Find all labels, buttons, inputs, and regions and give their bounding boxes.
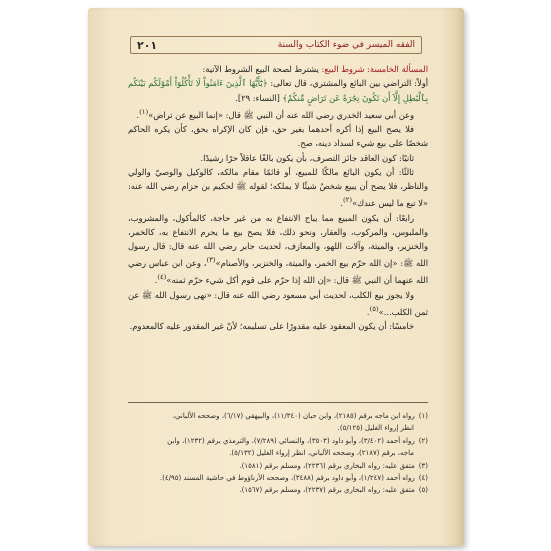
footnote-item xyxy=(128,484,428,496)
condition-1-lead: أولاً: التراضي بين البائع والمشتري، قال تعالى: xyxy=(267,78,429,89)
footnote-ref[interactable]: (٤) xyxy=(157,273,167,282)
footnote-continuation xyxy=(128,422,428,434)
section-intro: يشترط لصحة البيع الشروط الآتية: xyxy=(202,64,322,74)
paragraph-9: خامسًا: أن يكون المعقود عليه مقدورًا على تسليمه؛ لأنّ غير المقدور عليه كالمعدوم. xyxy=(129,320,414,331)
condition-3-text: ثالثًا: أن يكون البائع مالكًا للمبيع، أو قائمًا مقام مالكه، كالوكيل والوصيّ والولي والناظر، فلا يصح أن يبيع شخصٌ شيئًا لا يملكه؛ لقوله ﷺ لحكيم بن حزام رضي الله عنه: «لا تبع ما ليس عندك» xyxy=(128,166,428,209)
footnote-ref[interactable]: (٢) xyxy=(342,196,353,205)
footnote-number: (٢) xyxy=(418,436,428,445)
paragraph-6 xyxy=(128,165,428,211)
footnote-text: رواه أحمد (٣/٤٠٢)، وأبو داود (٣٥٠٣)، والنسائي (٧/٢٨٩)، والترمذي برقم (١٢٣٢)، وابن xyxy=(167,436,415,445)
footnotes xyxy=(128,410,428,497)
paragraph-7 xyxy=(128,211,428,288)
punctuation: . xyxy=(154,275,158,286)
paragraph-4: فلا يصح البيع إذا أكره أحدهما بغير حق، فإن كان الإكراه بحق، كأن يكره الحاكم شخصًا على بيع شيء لسداد دينه، صح. xyxy=(128,123,428,149)
footnote-continuation xyxy=(128,447,428,459)
footnote-text: انظر إرواء الغليل (٥/١٢٥). xyxy=(337,424,414,433)
footnote-number: (٥) xyxy=(418,486,428,495)
dog-sale-text: ولا يجوز بيع الكلب، لحديث أبي مسعود رضي الله عنه قال: «نهى رسول الله ﷺ عن ثمن الكلب...» xyxy=(128,289,428,317)
paragraph-5: ثانيًا: كون العاقد جائز التصرف، بأن يكون بالغًا عاقلاً حرًا رشيدًا. xyxy=(200,152,414,163)
book-page xyxy=(88,8,464,546)
footnote-text: ماجه، برقم (٢١٨٧)، وصححه الألباني، انظر إرواء الغليل (٥/١٣٢). xyxy=(229,449,414,458)
footnote-divider xyxy=(128,402,428,403)
paragraph-3 xyxy=(128,105,428,122)
footnote-text: رواه ابن ماجه برقم (٢١٨٥)، وابن حبان (١١/٣٤٠)، والبيهقي (٦/١٧)، وصححه الألباني، xyxy=(172,412,415,420)
footnote-text: متفق عليه: رواه البخاري برقم (٢٢٣٦)، ومسلم برقم (١٥٨١). xyxy=(239,461,415,470)
paragraph-1 xyxy=(128,62,428,76)
hadith-text: ، وعن ابن عباس رضي الله عنهما أن النبي ﷺ قال: «إن الله إذا حرّم على قوم أكل شيء حرّم ثمنه» xyxy=(128,258,428,286)
footnote-number: (٣) xyxy=(418,461,428,470)
punctuation: . xyxy=(366,306,370,317)
section-heading: المسألة الخامسة: شروط البيع: xyxy=(321,64,428,74)
paragraph-2 xyxy=(128,76,428,105)
punctuation: . xyxy=(340,198,343,209)
footnote-text: رواه أحمد (١/٢٤٧)، وأبو داود برقم (٣٤٨٨)، وصححه الأرناؤوط في حاشية المسند (٤/٩٥). xyxy=(159,474,415,483)
footnote-text: متفق عليه: رواه البخاري برقم (٢٢٣٧)، ومسلم برقم (١٥٦٧). xyxy=(239,486,415,495)
footnote-ref[interactable]: (٣) xyxy=(206,256,216,265)
footnote-ref[interactable]: (٥) xyxy=(369,304,379,313)
footnote-number: (٤) xyxy=(418,474,428,483)
condition-4-text: رابعًا: أن يكون المبيع مما يباح الانتفاع به من غير حاجة، كالمأكول، والمشروب، والملبوس، والمركوب، والعقار، ونحو ذلك، فلا يصح بيع ما يحرم الانتفاع به، كالخمر، والخنزير، والميتة، وآلات اللهو، والمعازف، لحديث جابر رضي الله عنه قال: قال رسول الله ﷺ: «إن الله حرّم بيع الخمر، والميتة، والخنزير، والأصنام» xyxy=(128,212,428,269)
footnote-item xyxy=(128,472,428,484)
footnote-item xyxy=(128,460,428,472)
footnote-item xyxy=(128,435,428,447)
page-number: ٢٠١ xyxy=(137,38,158,52)
hadith-text: وعن أبي سعيد الخدري رضي الله عنه أن النبي ﷺ قال: «إنما البيع عن تراض» xyxy=(148,109,414,120)
quran-verse: ﴿يَٰٓأَيُّهَا ٱلَّذِينَ ءَامَنُواْ لَا تَأْكُلُوٓاْ أَمْوَٰلَكُم بَيْنَكُم بِٱلْبَٰطِلِ إِلَّآ أَن تَكُونَ تِجَٰرَةً عَن تَرَاضٍ مِّنكُمْ﴾ xyxy=(128,78,428,103)
punctuation: . xyxy=(136,109,140,120)
running-title: الفقه الميسر في ضوء الكتاب والسنة xyxy=(277,40,415,50)
paragraph-8 xyxy=(128,288,428,319)
footnote-number: (١) xyxy=(418,412,428,420)
footnote-ref[interactable]: (١) xyxy=(139,107,149,116)
main-text xyxy=(128,62,428,333)
page-header xyxy=(130,36,422,54)
verse-reference: [النساء: ٢٩]. xyxy=(235,92,283,103)
footnote-item xyxy=(128,410,428,422)
